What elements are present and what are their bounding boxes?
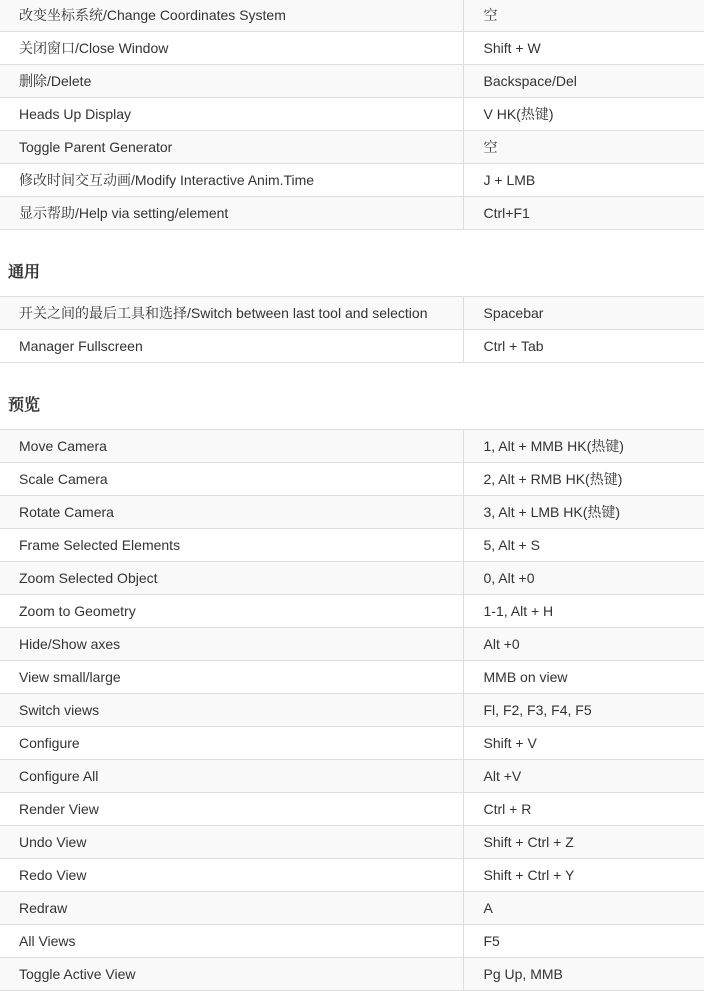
shortcut-action-cell: Redraw — [0, 892, 463, 925]
shortcut-keys-cell: F5 — [463, 925, 704, 958]
table-row — [0, 661, 704, 694]
table-row — [0, 197, 704, 230]
shortcut-keys-cell: 1-1, Alt + H — [463, 595, 704, 628]
table-row — [0, 892, 704, 925]
shortcut-keys-cell: V HK(热键) — [463, 98, 704, 131]
table-row — [0, 496, 704, 529]
shortcut-keys-cell: Backspace/Del — [463, 65, 704, 98]
shortcut-action-cell: Heads Up Display — [0, 98, 463, 131]
shortcut-table-body — [0, 0, 704, 230]
shortcut-action-cell: Zoom Selected Object — [0, 562, 463, 595]
table-row — [0, 958, 704, 991]
shortcut-action-cell: Switch views — [0, 694, 463, 727]
shortcut-keys-cell: 0, Alt +0 — [463, 562, 704, 595]
shortcut-action-cell: 改变坐标系统/Change Coordinates System — [0, 0, 463, 32]
shortcut-keys-cell: A — [463, 892, 704, 925]
table-row — [0, 297, 704, 330]
shortcut-keys-cell: Shift + Ctrl + Y — [463, 859, 704, 892]
shortcut-keys-cell: Ctrl+F1 — [463, 197, 704, 230]
shortcut-action-cell: 删除/Delete — [0, 65, 463, 98]
table-row — [0, 430, 704, 463]
shortcut-action-cell: Toggle Parent Generator — [0, 131, 463, 164]
shortcut-action-cell: 显示帮助/Help via setting/element — [0, 197, 463, 230]
table-row — [0, 32, 704, 65]
shortcut-keys-cell: Alt +V — [463, 760, 704, 793]
shortcut-keys-cell: MMB on view — [463, 661, 704, 694]
shortcut-action-cell: Hide/Show axes — [0, 628, 463, 661]
shortcut-keys-cell: Pg Up, MMB — [463, 958, 704, 991]
shortcut-keys-cell: Shift + V — [463, 727, 704, 760]
table-row — [0, 595, 704, 628]
table-row — [0, 529, 704, 562]
shortcut-action-cell: 关闭窗口/Close Window — [0, 32, 463, 65]
section-title-general: 通用 — [8, 264, 41, 281]
shortcut-keys-cell: 空 — [463, 131, 704, 164]
shortcut-keys-cell: 空 — [463, 0, 704, 32]
table-row — [0, 0, 704, 32]
shortcut-action-cell: Manager Fullscreen — [0, 330, 463, 363]
shortcut-action-cell: 开关之间的最后工具和选择/Switch between last tool and selection — [0, 297, 463, 330]
shortcut-action-cell: All Views — [0, 925, 463, 958]
table-row — [0, 826, 704, 859]
shortcut-keys-cell: Alt +0 — [463, 628, 704, 661]
table-row — [0, 562, 704, 595]
shortcut-action-cell: Move Camera — [0, 430, 463, 463]
shortcut-table-top — [0, 0, 704, 230]
shortcut-keys-cell: Fl, F2, F3, F4, F5 — [463, 694, 704, 727]
shortcut-keys-cell: Spacebar — [463, 297, 704, 330]
shortcut-action-cell: Toggle Active View — [0, 958, 463, 991]
shortcut-action-cell: Zoom to Geometry — [0, 595, 463, 628]
shortcut-action-cell: View small/large — [0, 661, 463, 694]
shortcut-keys-cell: J + LMB — [463, 164, 704, 197]
shortcut-keys-cell: Ctrl + R — [463, 793, 704, 826]
table-row — [0, 330, 704, 363]
shortcut-action-cell: Undo View — [0, 826, 463, 859]
table-row — [0, 98, 704, 131]
shortcut-table-body — [0, 430, 704, 991]
section-title-preview: 预览 — [8, 397, 41, 414]
shortcut-table-general — [0, 296, 704, 363]
table-row — [0, 925, 704, 958]
table-row — [0, 131, 704, 164]
shortcut-action-cell: Frame Selected Elements — [0, 529, 463, 562]
table-row — [0, 628, 704, 661]
table-row — [0, 793, 704, 826]
table-row — [0, 859, 704, 892]
shortcut-keys-cell: 2, Alt + RMB HK(热键) — [463, 463, 704, 496]
shortcut-action-cell: Rotate Camera — [0, 496, 463, 529]
table-row — [0, 463, 704, 496]
shortcut-keys-cell: Shift + W — [463, 32, 704, 65]
table-row — [0, 760, 704, 793]
table-row — [0, 164, 704, 197]
table-row — [0, 694, 704, 727]
table-row — [0, 65, 704, 98]
shortcut-keys-cell: 1, Alt + MMB HK(热键) — [463, 430, 704, 463]
shortcut-action-cell: Render View — [0, 793, 463, 826]
shortcut-keys-cell: 5, Alt + S — [463, 529, 704, 562]
shortcut-keys-cell: Shift + Ctrl + Z — [463, 826, 704, 859]
shortcut-keys-cell: 3, Alt + LMB HK(热键) — [463, 496, 704, 529]
shortcut-action-cell: Scale Camera — [0, 463, 463, 496]
shortcut-table-preview — [0, 429, 704, 991]
shortcut-action-cell: 修改时间交互动画/Modify Interactive Anim.Time — [0, 164, 463, 197]
shortcut-action-cell: Redo View — [0, 859, 463, 892]
shortcut-keys-cell: Ctrl + Tab — [463, 330, 704, 363]
shortcut-action-cell: Configure — [0, 727, 463, 760]
shortcut-action-cell: Configure All — [0, 760, 463, 793]
shortcut-table-body — [0, 297, 704, 363]
table-row — [0, 727, 704, 760]
